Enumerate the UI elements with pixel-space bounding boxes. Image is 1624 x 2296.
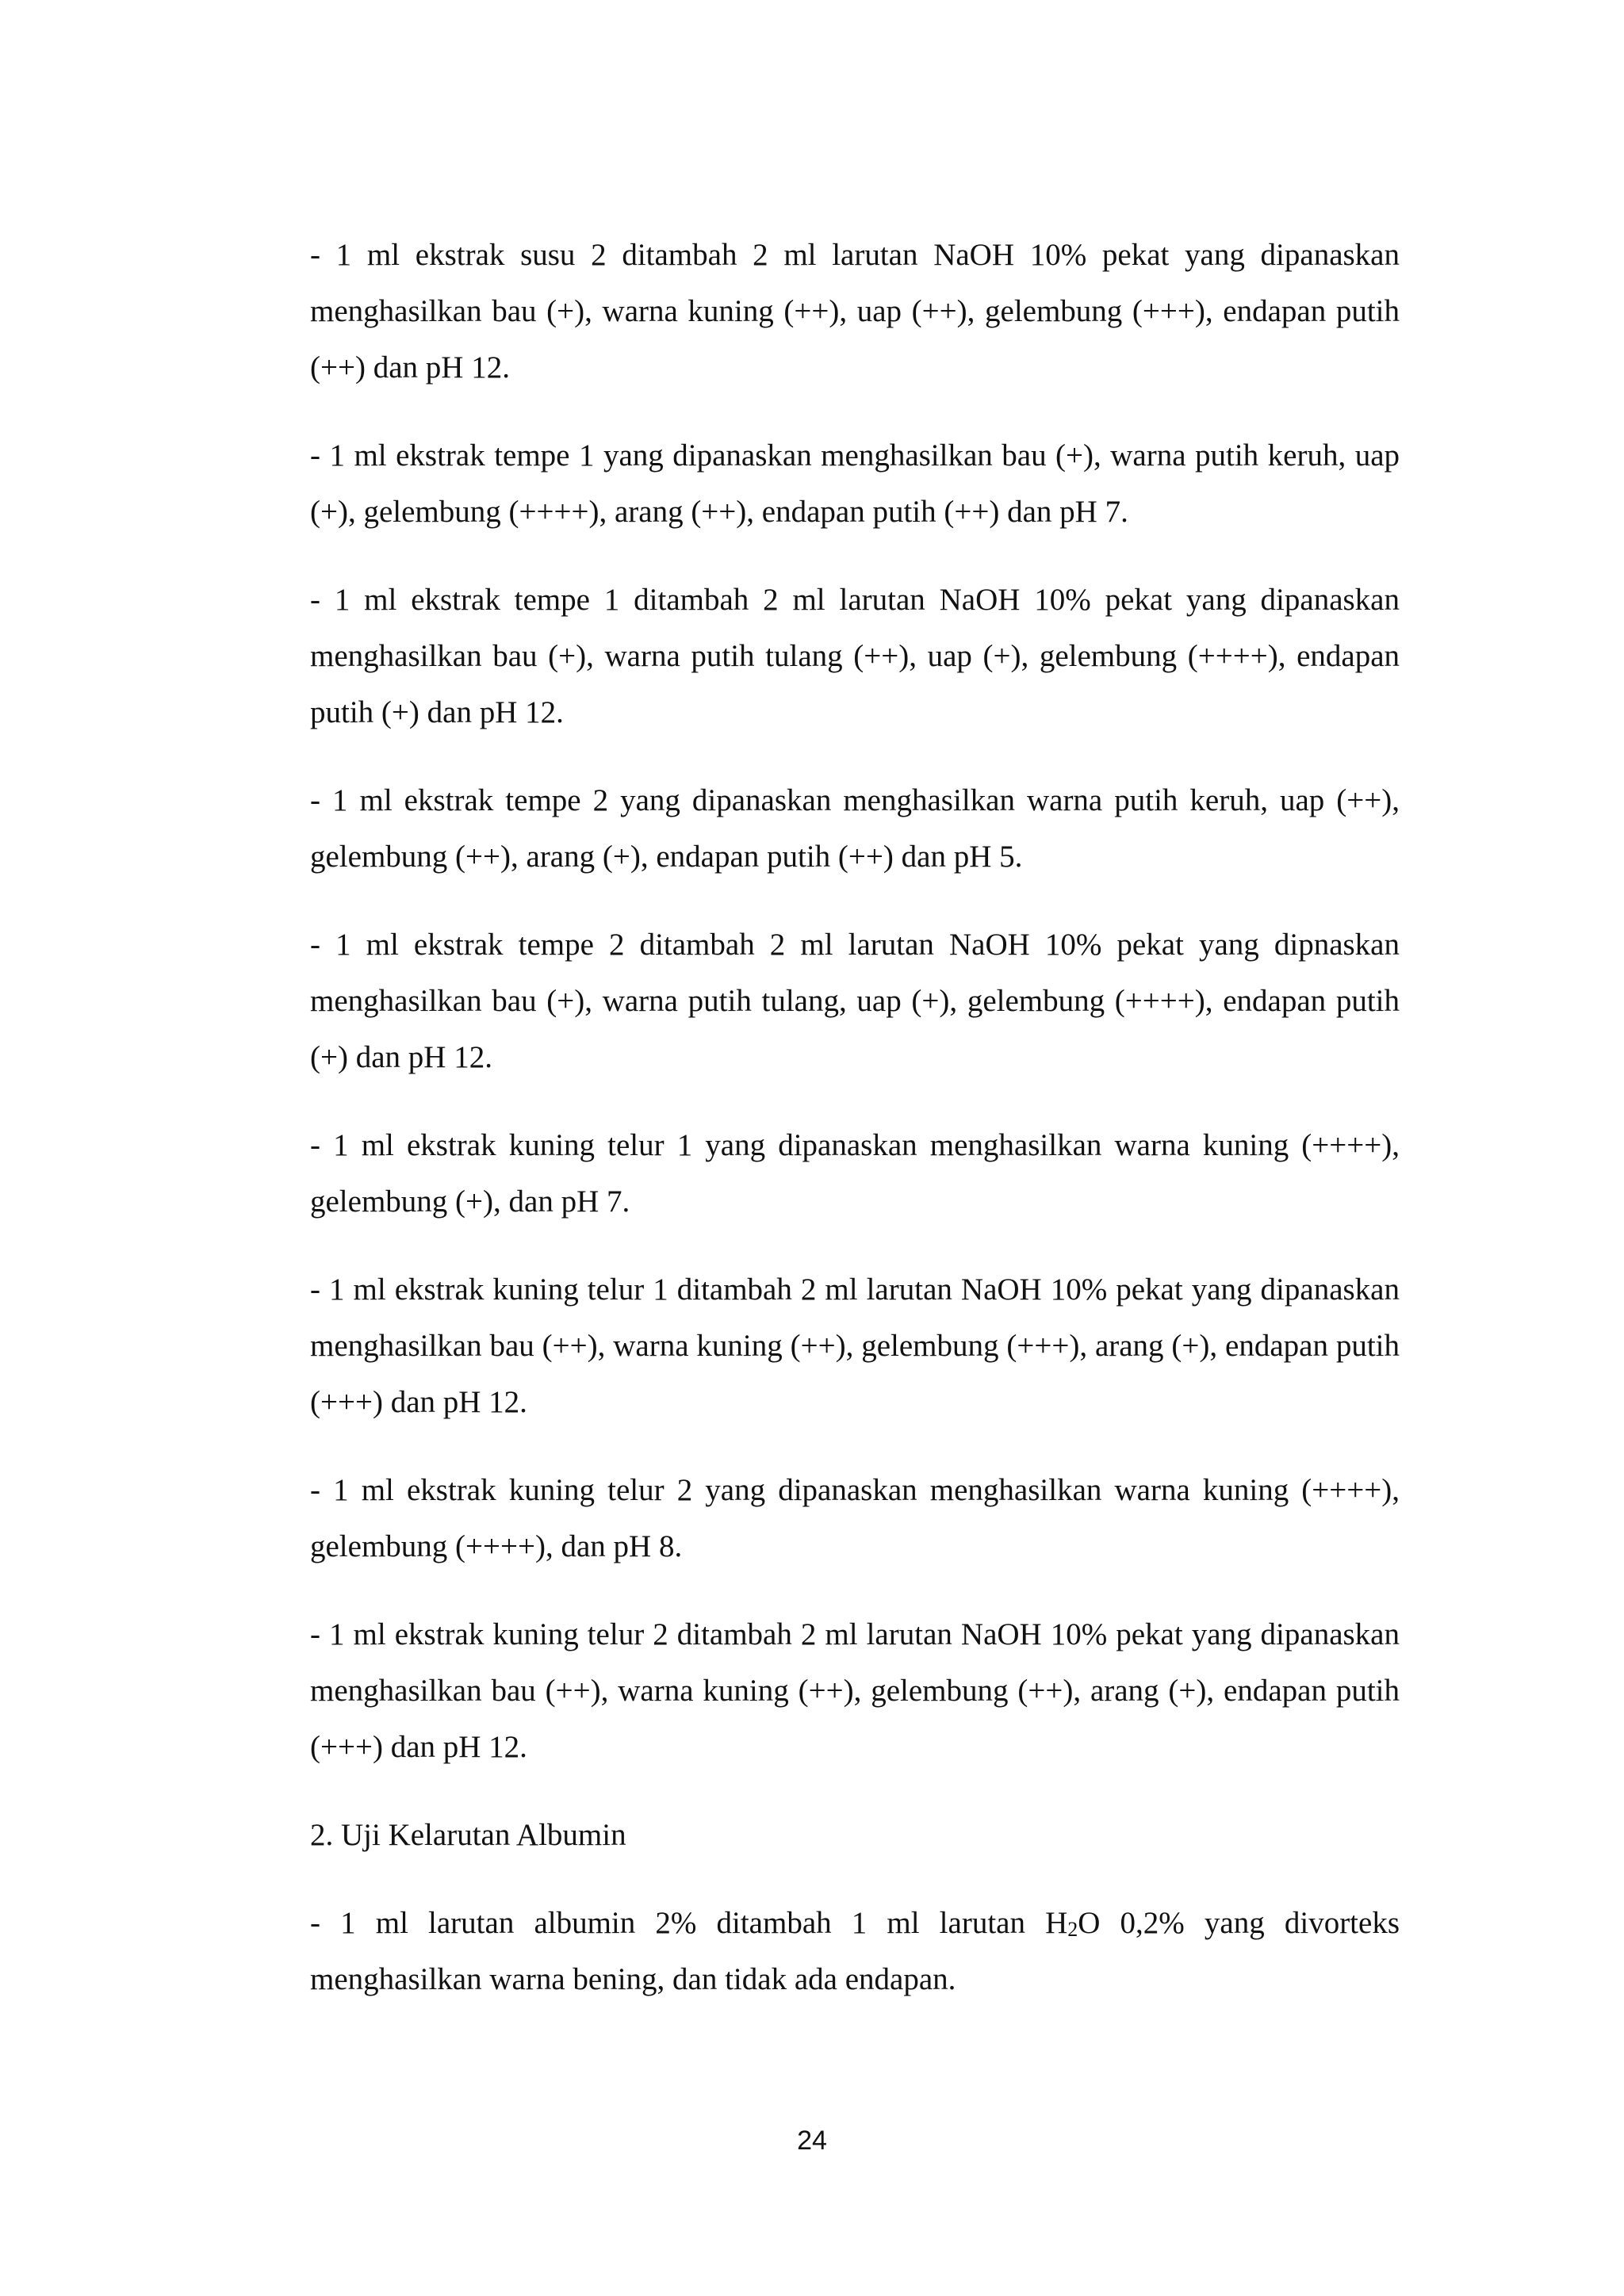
paragraph-albumin <box>310 1895 1400 2007</box>
paragraph-susu-2-naoh: - 1 ml ekstrak susu 2 ditambah 2 ml larutan NaOH 10% pekat yang dipanaskan menghasilkan bau (+), warna kuning (++), uap (++), gelembung (+++), endapan putih (++) dan pH 12. <box>310 238 1400 385</box>
paragraph-tempe-2-naoh: - 1 ml ekstrak tempe 2 ditambah 2 ml larutan NaOH 10% pekat yang dipnaskan menghasilkan bau (+), warna putih tulang, uap (+), gelembung (++++), endapan putih (+) dan pH 12. <box>310 928 1400 1074</box>
document-body <box>310 227 1400 2007</box>
paragraph-kuning-telur-2-naoh: - 1 ml ekstrak kuning telur 2 ditambah 2 ml larutan NaOH 10% pekat yang dipanaskan menghasilkan bau (++), warna kuning (++), gelembung (++), arang (+), endapan putih (+++) dan pH 12. <box>310 1617 1400 1764</box>
page-number: 24 <box>797 2126 827 2156</box>
paragraph-kuning-telur-2: - 1 ml ekstrak kuning telur 2 yang dipanaskan menghasilkan warna kuning (++++), gelembung (++++), dan pH 8. <box>310 1473 1400 1563</box>
albumin-text-before: - 1 ml larutan albumin 2% ditambah 1 ml larutan H <box>310 1906 1068 1940</box>
paragraph-kuning-telur-1: - 1 ml ekstrak kuning telur 1 yang dipanaskan menghasilkan warna kuning (++++), gelembung (+), dan pH 7. <box>310 1128 1400 1219</box>
albumin-text-after: O 0,2% yang divorteks menghasilkan warna bening, dan tidak ada endapan. <box>310 1906 1400 1996</box>
albumin-h2o-subscript: 2 <box>1067 1918 1078 1941</box>
section-heading: 2. Uji Kelarutan Albumin <box>310 1818 626 1852</box>
paragraph-tempe-2: - 1 ml ekstrak tempe 2 yang dipanaskan menghasilkan warna putih keruh, uap (++), gelembung (++), arang (+), endapan putih (++) dan pH 5. <box>310 783 1400 874</box>
paragraph-kuning-telur-1-naoh: - 1 ml ekstrak kuning telur 1 ditambah 2 ml larutan NaOH 10% pekat yang dipanaskan menghasilkan bau (++), warna kuning (++), gelembung (+++), arang (+), endapan putih (+++) dan pH 12. <box>310 1272 1400 1419</box>
paragraph-tempe-1: - 1 ml ekstrak tempe 1 yang dipanaskan menghasilkan bau (+), warna putih keruh, uap (+), gelembung (++++), arang (++), endapan putih (++) dan pH 7. <box>310 438 1400 529</box>
paragraph-tempe-1-naoh: - 1 ml ekstrak tempe 1 ditambah 2 ml larutan NaOH 10% pekat yang dipanaskan menghasilkan bau (+), warna putih tulang (++), uap (+), gelembung (++++), endapan putih (+) dan pH 12. <box>310 583 1400 729</box>
